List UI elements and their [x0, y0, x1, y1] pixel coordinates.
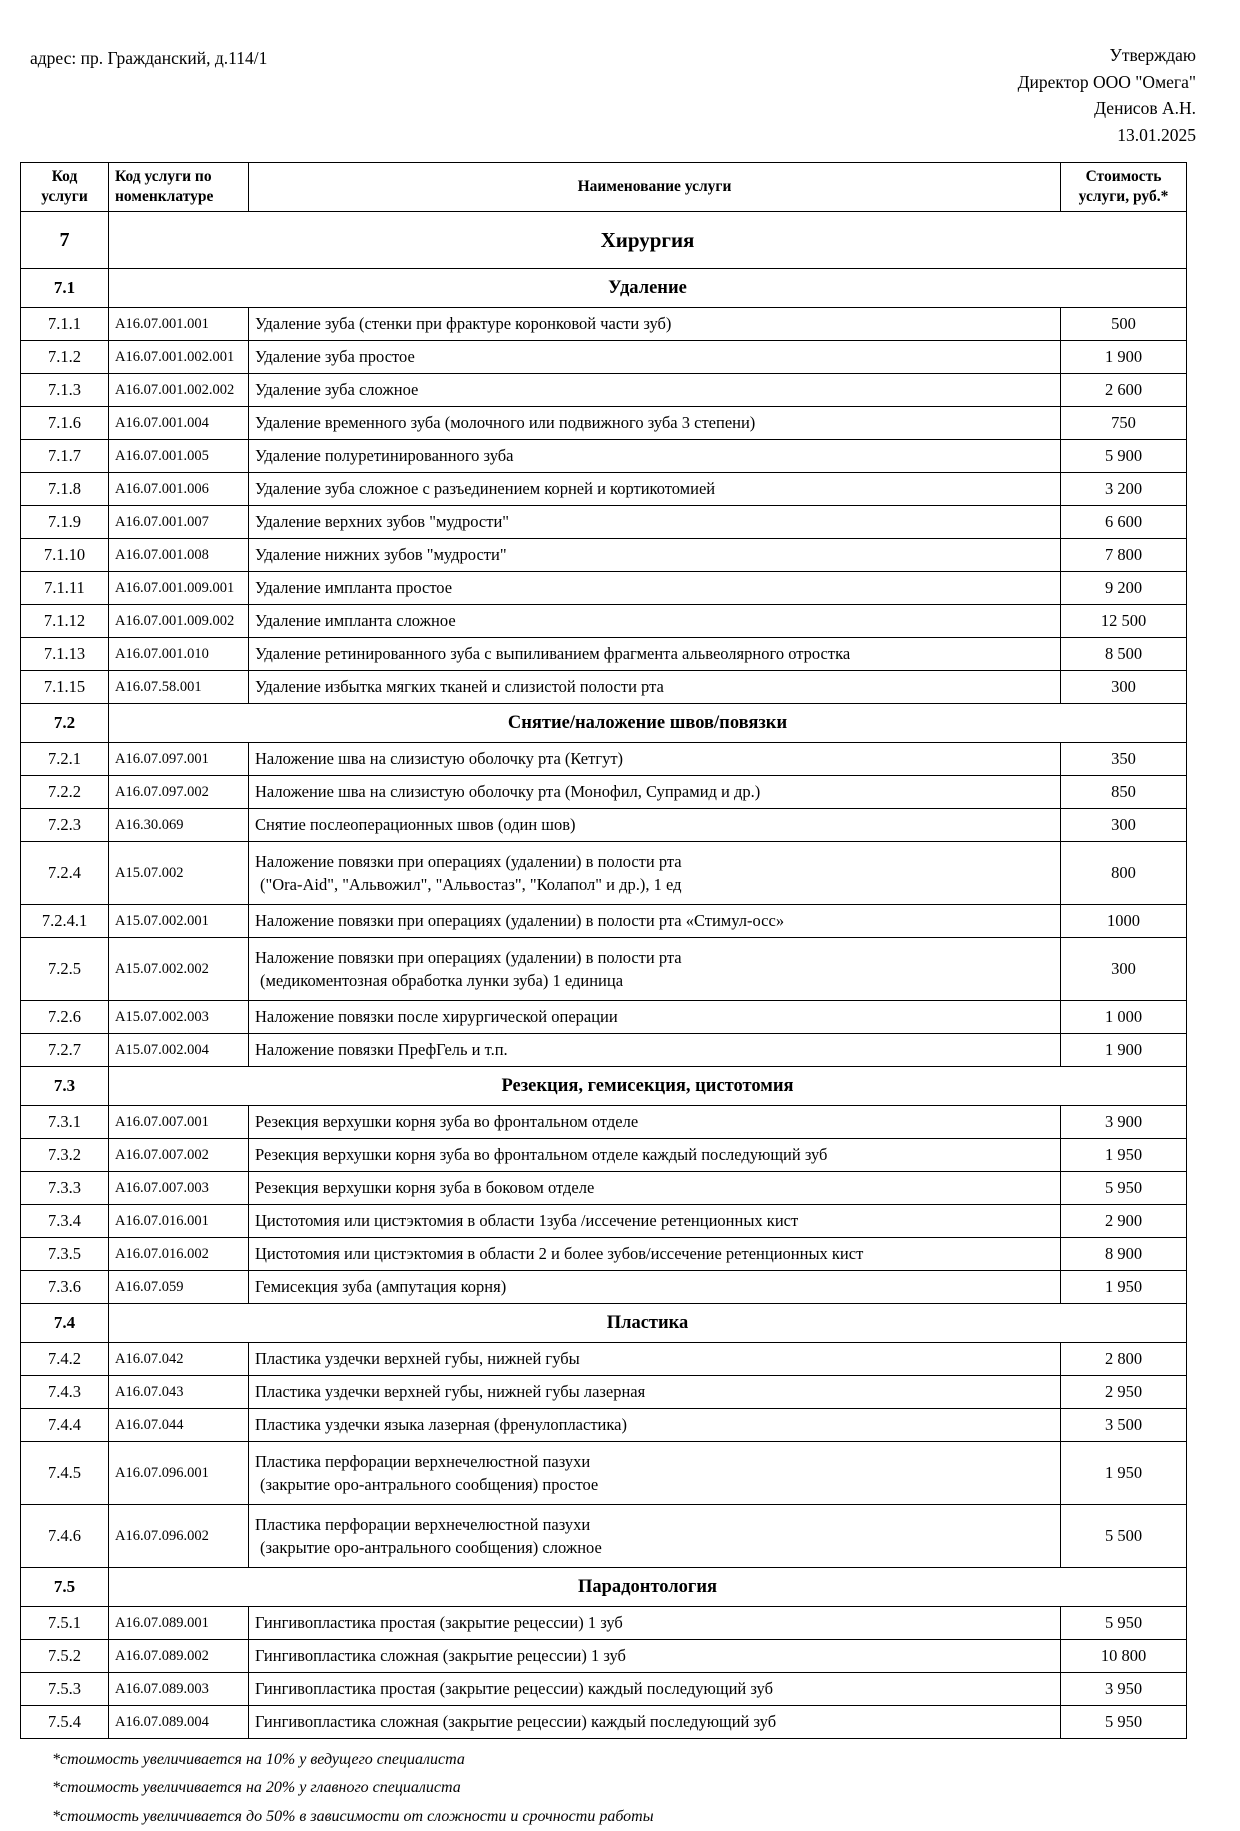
section-code: 7.4 — [21, 1304, 109, 1343]
section-row — [21, 1304, 1187, 1343]
service-price: 10 800 — [1061, 1640, 1187, 1673]
column-header-nomenclature-line2: номенклатуре — [115, 188, 214, 205]
service-code: 7.1.12 — [21, 605, 109, 638]
service-code: 7.3.6 — [21, 1271, 109, 1304]
service-price: 2 800 — [1061, 1343, 1187, 1376]
service-price: 5 950 — [1061, 1172, 1187, 1205]
service-code: 7.4.5 — [21, 1442, 109, 1505]
table-row — [21, 1106, 1187, 1139]
service-price: 1 900 — [1061, 1034, 1187, 1067]
table-row — [21, 407, 1187, 440]
section-code: 7.5 — [21, 1568, 109, 1607]
service-price: 3 900 — [1061, 1106, 1187, 1139]
service-price: 3 500 — [1061, 1409, 1187, 1442]
table-row — [21, 1505, 1187, 1568]
column-header-price-line1: Стоимость — [1085, 167, 1162, 185]
service-price: 8 900 — [1061, 1238, 1187, 1271]
service-code: 7.2.2 — [21, 776, 109, 809]
service-name-line1: Наложение повязки при операциях (удалении) в полости рта — [255, 851, 682, 871]
table-row — [21, 341, 1187, 374]
service-price: 1 950 — [1061, 1442, 1187, 1505]
service-nomenclature-code: A16.07.044 — [109, 1409, 249, 1442]
service-nomenclature-code: A16.07.059 — [109, 1271, 249, 1304]
service-price: 12 500 — [1061, 605, 1187, 638]
section-row — [21, 1067, 1187, 1106]
service-name: Гингивопластика простая (закрытие рецессии) 1 зуб — [249, 1607, 1061, 1640]
service-price: 5 950 — [1061, 1607, 1187, 1640]
service-code: 7.2.5 — [21, 938, 109, 1001]
footnote: *стоимость увеличивается на 20% у главного специалиста — [52, 1779, 461, 1797]
table-row — [21, 572, 1187, 605]
service-name: Удаление полуретинированного зуба — [249, 440, 1061, 473]
service-name: Удаление верхних зубов "мудрости" — [249, 506, 1061, 539]
service-code: 7.2.1 — [21, 743, 109, 776]
table-row — [21, 473, 1187, 506]
table-row — [21, 539, 1187, 572]
service-name: Наложение повязки при операциях (удалении) в полости рта «Стимул-осс» — [249, 905, 1061, 938]
service-name-line1: Наложение повязки при операциях (удалении) в полости рта — [255, 947, 682, 967]
service-code: 7.1.6 — [21, 407, 109, 440]
service-price: 5 900 — [1061, 440, 1187, 473]
service-nomenclature-code: A16.07.001.010 — [109, 638, 249, 671]
section-code: 7.1 — [21, 269, 109, 308]
group-code: 7 — [21, 212, 109, 269]
approval-date: 13.01.2025 — [1117, 124, 1196, 145]
section-title: Пластика — [109, 1304, 1187, 1343]
table-row — [21, 1376, 1187, 1409]
service-name: Удаление зуба (стенки при фрактуре коронковой части зуб) — [249, 308, 1061, 341]
document-header — [30, 42, 1196, 145]
service-name: Гемисекция зуба (ампутация корня) — [249, 1271, 1061, 1304]
footnote: *стоимость увеличивается до 50% в зависимости от сложности и срочности работы — [52, 1807, 654, 1825]
service-nomenclature-code: A16.07.001.009.002 — [109, 605, 249, 638]
service-nomenclature-code: A15.07.002.002 — [109, 938, 249, 1001]
service-price: 3 200 — [1061, 473, 1187, 506]
service-code: 7.4.4 — [21, 1409, 109, 1442]
service-price: 1000 — [1061, 905, 1187, 938]
table-row — [21, 1706, 1187, 1739]
column-header-price-line2: услуги, руб.* — [1078, 188, 1169, 205]
service-price: 300 — [1061, 809, 1187, 842]
service-price: 350 — [1061, 743, 1187, 776]
table-row — [21, 905, 1187, 938]
table-row — [21, 1607, 1187, 1640]
service-name: Пластика уздечки верхней губы, нижней губы — [249, 1343, 1061, 1376]
service-price: 8 500 — [1061, 638, 1187, 671]
service-nomenclature-code: A16.07.001.007 — [109, 506, 249, 539]
service-code: 7.1.11 — [21, 572, 109, 605]
service-code: 7.2.4 — [21, 842, 109, 905]
section-title: Резекция, гемисекция, цистотомия — [109, 1067, 1187, 1106]
service-code: 7.5.1 — [21, 1607, 109, 1640]
service-name: Гингивопластика сложная (закрытие рецессии) 1 зуб — [249, 1640, 1061, 1673]
service-name: Удаление импланта простое — [249, 572, 1061, 605]
service-price: 5 950 — [1061, 1706, 1187, 1739]
service-name: Снятие послеоперационных швов (один шов) — [249, 809, 1061, 842]
section-row — [21, 269, 1187, 308]
section-title: Парадонтология — [109, 1568, 1187, 1607]
column-header-price — [1061, 163, 1187, 212]
service-nomenclature-code: A16.07.016.002 — [109, 1238, 249, 1271]
service-nomenclature-code: A16.07.097.002 — [109, 776, 249, 809]
table-row — [21, 776, 1187, 809]
table-row — [21, 440, 1187, 473]
table-row — [21, 743, 1187, 776]
service-nomenclature-code: A16.07.097.001 — [109, 743, 249, 776]
service-name: Резекция верхушки корня зуба во фронтальном отделе каждый последующий зуб — [249, 1139, 1061, 1172]
service-code: 7.2.7 — [21, 1034, 109, 1067]
table-row — [21, 1001, 1187, 1034]
service-name: Резекция верхушки корня зуба во фронтальном отделе — [249, 1106, 1061, 1139]
service-name-line2: (закрытие оро-антрального сообщения) простое — [260, 1475, 599, 1494]
service-code: 7.3.3 — [21, 1172, 109, 1205]
service-price: 2 950 — [1061, 1376, 1187, 1409]
approval-name: Денисов А.Н. — [1094, 98, 1196, 119]
service-name — [249, 1505, 1061, 1568]
service-name — [249, 938, 1061, 1001]
service-nomenclature-code: A16.07.001.002.001 — [109, 341, 249, 374]
service-code: 7.4.6 — [21, 1505, 109, 1568]
table-row — [21, 1205, 1187, 1238]
service-nomenclature-code: A16.07.001.004 — [109, 407, 249, 440]
service-nomenclature-code: A16.07.001.006 — [109, 473, 249, 506]
service-name: Наложение повязки ПрефГель и т.п. — [249, 1034, 1061, 1067]
service-name: Наложение шва на слизистую оболочку рта (Монофил, Супрамид и др.) — [249, 776, 1061, 809]
service-code: 7.1.15 — [21, 671, 109, 704]
service-name: Наложение повязки после хирургической операции — [249, 1001, 1061, 1034]
section-code: 7.2 — [21, 704, 109, 743]
service-price: 300 — [1061, 938, 1187, 1001]
service-nomenclature-code: A16.07.089.004 — [109, 1706, 249, 1739]
service-nomenclature-code: A15.07.002.004 — [109, 1034, 249, 1067]
section-title: Снятие/наложение швов/повязки — [109, 704, 1187, 743]
section-title: Удаление — [109, 269, 1187, 308]
service-name: Удаление зуба простое — [249, 341, 1061, 374]
service-code: 7.5.2 — [21, 1640, 109, 1673]
service-code: 7.4.3 — [21, 1376, 109, 1409]
table-row — [21, 1271, 1187, 1304]
service-name-line1: Пластика перфорации верхнечелюстной пазухи — [255, 1514, 591, 1534]
service-nomenclature-code: A16.07.089.002 — [109, 1640, 249, 1673]
service-price: 7 800 — [1061, 539, 1187, 572]
service-name: Резекция верхушки корня зуба в боковом отделе — [249, 1172, 1061, 1205]
service-code: 7.1.1 — [21, 308, 109, 341]
service-nomenclature-code: A16.07.007.003 — [109, 1172, 249, 1205]
service-nomenclature-code: A16.07.007.002 — [109, 1139, 249, 1172]
service-name: Цистотомия или цистэктомия в области 2 и более зубов/иссечение ретенционных кист — [249, 1238, 1061, 1271]
service-name: Наложение шва на слизистую оболочку рта (Кетгут) — [249, 743, 1061, 776]
service-price: 5 500 — [1061, 1505, 1187, 1568]
table-row — [21, 1343, 1187, 1376]
service-code: 7.3.2 — [21, 1139, 109, 1172]
service-name: Пластика уздечки языка лазерная (френулопластика) — [249, 1409, 1061, 1442]
service-name — [249, 842, 1061, 905]
service-nomenclature-code: A16.07.001.009.001 — [109, 572, 249, 605]
group-title: Хирургия — [109, 212, 1187, 269]
service-code: 7.4.2 — [21, 1343, 109, 1376]
footnotes — [52, 1746, 1196, 1831]
service-code: 7.5.3 — [21, 1673, 109, 1706]
table-row — [21, 1238, 1187, 1271]
service-nomenclature-code: A16.07.089.003 — [109, 1673, 249, 1706]
service-code: 7.1.9 — [21, 506, 109, 539]
service-name: Цистотомия или цистэктомия в области 1зуба /иссечение ретенционных кист — [249, 1205, 1061, 1238]
table-row — [21, 506, 1187, 539]
table-row — [21, 374, 1187, 407]
table-row — [21, 842, 1187, 905]
table-row — [21, 671, 1187, 704]
service-price: 750 — [1061, 407, 1187, 440]
service-nomenclature-code: A16.07.043 — [109, 1376, 249, 1409]
service-name: Удаление импланта сложное — [249, 605, 1061, 638]
service-price: 800 — [1061, 842, 1187, 905]
service-code: 7.5.4 — [21, 1706, 109, 1739]
service-name-line2: ("Ora-Aid", "Альвожил", "Альвостаз", "Колапол" и др.), 1 ед — [260, 875, 682, 894]
service-nomenclature-code: A16.07.001.005 — [109, 440, 249, 473]
service-code: 7.3.1 — [21, 1106, 109, 1139]
service-nomenclature-code: A15.07.002.001 — [109, 905, 249, 938]
table-row — [21, 1442, 1187, 1505]
service-name: Гингивопластика простая (закрытие рецессии) каждый последующий зуб — [249, 1673, 1061, 1706]
table-row — [21, 1172, 1187, 1205]
service-name: Удаление избытка мягких тканей и слизистой полости рта — [249, 671, 1061, 704]
table-row — [21, 308, 1187, 341]
approval-label: Утверждаю — [1109, 45, 1196, 65]
service-name-line2: (медикоментозная обработка лунки зуба) 1 единица — [260, 971, 624, 990]
section-code: 7.3 — [21, 1067, 109, 1106]
column-header-nomenclature — [109, 163, 249, 212]
service-name: Гингивопластика сложная (закрытие рецессии) каждый последующий зуб — [249, 1706, 1061, 1739]
table-row — [21, 1640, 1187, 1673]
table-row — [21, 1034, 1187, 1067]
table-row — [21, 1409, 1187, 1442]
section-row — [21, 1568, 1187, 1607]
approval-director: Директор ООО "Омега" — [1017, 71, 1196, 92]
service-price: 850 — [1061, 776, 1187, 809]
service-price: 9 200 — [1061, 572, 1187, 605]
service-price: 3 950 — [1061, 1673, 1187, 1706]
service-nomenclature-code: A15.07.002.003 — [109, 1001, 249, 1034]
service-price: 300 — [1061, 671, 1187, 704]
service-price: 1 900 — [1061, 341, 1187, 374]
service-price: 1 950 — [1061, 1271, 1187, 1304]
column-header-service-name: Наименование услуги — [249, 163, 1061, 212]
service-price: 2 900 — [1061, 1205, 1187, 1238]
service-nomenclature-code: A16.07.096.002 — [109, 1505, 249, 1568]
service-code: 7.2.3 — [21, 809, 109, 842]
section-row — [21, 704, 1187, 743]
column-header-nomenclature-line1: Код услуги по — [115, 167, 212, 185]
service-price: 1 000 — [1061, 1001, 1187, 1034]
service-name-line1: Пластика перфорации верхнечелюстной пазухи — [255, 1451, 591, 1471]
service-name — [249, 1442, 1061, 1505]
service-code: 7.1.3 — [21, 374, 109, 407]
price-list-table — [20, 162, 1187, 1739]
column-header-code-line1: Код — [51, 167, 78, 185]
service-nomenclature-code: A16.30.069 — [109, 809, 249, 842]
service-nomenclature-code: A16.07.007.001 — [109, 1106, 249, 1139]
service-nomenclature-code: A16.07.001.001 — [109, 308, 249, 341]
service-name: Удаление зуба сложное — [249, 374, 1061, 407]
service-price: 1 950 — [1061, 1139, 1187, 1172]
service-code: 7.1.10 — [21, 539, 109, 572]
table-row — [21, 809, 1187, 842]
service-name: Удаление ретинированного зуба с выпиливанием фрагмента альвеолярного отростка — [249, 638, 1061, 671]
table-row — [21, 638, 1187, 671]
clinic-address: адрес: пр. Гражданский, д.114/1 — [30, 48, 268, 68]
service-name-line2: (закрытие оро-антрального сообщения) сложное — [260, 1538, 602, 1557]
service-code: 7.2.4.1 — [21, 905, 109, 938]
service-nomenclature-code: A16.07.001.008 — [109, 539, 249, 572]
service-code: 7.1.7 — [21, 440, 109, 473]
service-code: 7.1.2 — [21, 341, 109, 374]
table-row — [21, 605, 1187, 638]
service-code: 7.1.8 — [21, 473, 109, 506]
service-code: 7.2.6 — [21, 1001, 109, 1034]
service-nomenclature-code: A15.07.002 — [109, 842, 249, 905]
service-price: 500 — [1061, 308, 1187, 341]
table-row — [21, 1673, 1187, 1706]
service-code: 7.3.4 — [21, 1205, 109, 1238]
service-name: Удаление временного зуба (молочного или подвижного зуба 3 степени) — [249, 407, 1061, 440]
service-nomenclature-code: A16.07.096.001 — [109, 1442, 249, 1505]
service-name: Пластика уздечки верхней губы, нижней губы лазерная — [249, 1376, 1061, 1409]
table-body — [21, 212, 1187, 1739]
table-row — [21, 1139, 1187, 1172]
approval-block — [1018, 42, 1196, 148]
service-price: 2 600 — [1061, 374, 1187, 407]
service-nomenclature-code: A16.07.016.001 — [109, 1205, 249, 1238]
column-header-code-line2: услуги — [41, 188, 88, 205]
service-name: Удаление нижних зубов "мудрости" — [249, 539, 1061, 572]
service-nomenclature-code: A16.07.001.002.002 — [109, 374, 249, 407]
service-price: 6 600 — [1061, 506, 1187, 539]
table-header-row — [21, 163, 1187, 212]
service-code: 7.1.13 — [21, 638, 109, 671]
group-row — [21, 212, 1187, 269]
footnote: *стоимость увеличивается на 10% у ведущего специалиста — [52, 1751, 465, 1768]
service-nomenclature-code: A16.07.042 — [109, 1343, 249, 1376]
service-code: 7.3.5 — [21, 1238, 109, 1271]
table-row — [21, 938, 1187, 1001]
column-header-code — [21, 163, 109, 212]
service-nomenclature-code: A16.07.58.001 — [109, 671, 249, 704]
service-nomenclature-code: A16.07.089.001 — [109, 1607, 249, 1640]
service-name: Удаление зуба сложное с разъединением корней и кортикотомией — [249, 473, 1061, 506]
